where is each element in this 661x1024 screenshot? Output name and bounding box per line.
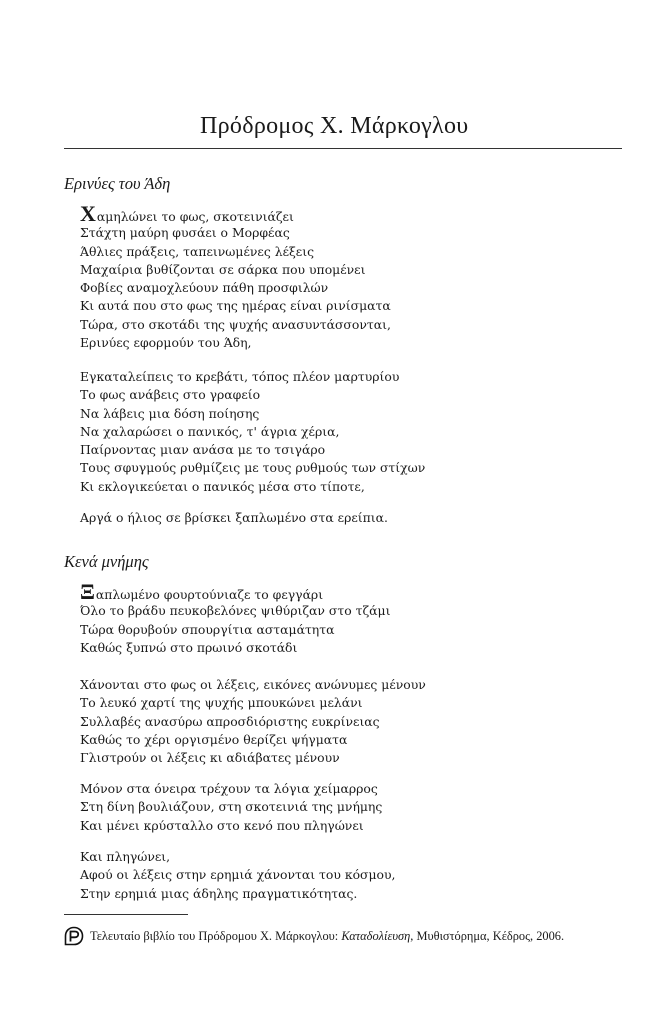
poem-line: Καθώς το χέρι οργισμένο θερίζει ψήγματα xyxy=(80,731,348,747)
footnote-mark-icon xyxy=(64,926,84,946)
poem1-stanza-2 xyxy=(80,368,425,496)
poem-line: Στη δίνη βουλιάζουν, στη σκοτεινιά της μνήμης xyxy=(80,799,383,815)
poem-line: Το φως ανάβεις στο γραφείο xyxy=(80,387,261,403)
footnote xyxy=(64,926,564,946)
line-text: απλωμένο φουρτούνιαζε το φεγγάρι xyxy=(95,587,324,602)
poem-line: Ερινύες εφορμούν του Άδη, xyxy=(80,335,252,351)
poem-line: Και πληγώνει, xyxy=(80,849,171,864)
footnote-text-after: , Μυθιστόρημα, Κέδρος, 2006. xyxy=(410,928,565,943)
line-text: αμηλώνει το φως, σκοτεινιάζει xyxy=(96,209,294,224)
author-heading: Πρόδρομος Χ. Μάρκογλου xyxy=(200,113,469,139)
poem-line: Τώρα, στο σκοτάδι της ψυχής ανασυντάσσονται, xyxy=(80,316,391,332)
poem-line: Κι αυτά που στο φως της ημέρας είναι ρινίσματα xyxy=(80,298,391,314)
footnote-text-before: Τελευταίο βιβλίο του Πρόδρομου Χ. Μάρκογλου: xyxy=(90,928,342,943)
header-rule xyxy=(64,148,622,149)
poem-line: Φοβίες αναμοχλεύουν πάθη προσφιλών xyxy=(80,280,329,296)
poem-line xyxy=(80,579,390,604)
poem-line: Γλιστρούν οι λέξεις κι αδιάβατες μένουν xyxy=(80,750,340,766)
footnote-rule xyxy=(64,914,188,915)
poem-line: Όλο το βράδυ πευκοβελόνες ψιθύριζαν στο τζάμι xyxy=(80,603,391,619)
poem-line xyxy=(80,201,391,226)
poem-line: Παίρνοντας μιαν ανάσα με το τσιγάρο xyxy=(80,442,326,458)
poem-title-kena-mnimis: Κενά μνήμης xyxy=(64,552,149,571)
footnote-book-title: Καταδολίευση xyxy=(341,928,411,943)
poem2-stanza-1 xyxy=(80,579,391,657)
poem-line: Τώρα θορυβούν σπουργίτια ασταμάτητα xyxy=(80,621,335,637)
footnote-text xyxy=(90,929,564,944)
poem-line: Και μένει κρύσταλλο στο κενό που πληγώνει xyxy=(80,817,364,833)
poem-line: Άθλιες πράξεις, ταπεινωμένες λέξεις xyxy=(80,243,315,259)
drop-cap: Ξ xyxy=(80,579,95,604)
poem-line: Να χαλαρώσει ο πανικός, τ' άγρια χέρια, xyxy=(80,423,340,439)
poem-line: Στάχτη μαύρη φυσάει ο Μορφέας xyxy=(80,225,290,241)
drop-cap: Χ xyxy=(80,201,96,226)
poem2-stanza-2 xyxy=(80,676,426,767)
poem2-stanza-4 xyxy=(80,848,395,903)
poem1-stanza-3 xyxy=(80,509,388,527)
poem-line: Το λευκό χαρτί της ψυχής μπουκώνει μελάνι xyxy=(80,695,363,711)
poem-line: Τους σφυγμούς ρυθμίζεις με τους ρυθμούς των στίχων xyxy=(80,460,426,476)
poem-line: Κι εκλογικεύεται ο πανικός μέσα στο τίποτε, xyxy=(80,478,365,494)
poem-line: Αφού οι λέξεις στην ερημιά χάνονται του κόσμου, xyxy=(80,867,396,883)
poem1-stanza-1 xyxy=(80,201,391,352)
poem-line: Χάνονται στο φως οι λέξεις, εικόνες ανώνυμες μένουν xyxy=(80,677,426,692)
poem-line: Συλλαβές ανασύρω απροσδιόριστης ευκρίνειας xyxy=(80,713,380,729)
poem2-stanza-3 xyxy=(80,780,382,835)
poem-line: Καθώς ξυπνώ στο πρωινό σκοτάδι xyxy=(80,639,298,655)
poem-line: Να λάβεις μια δόση ποίησης xyxy=(80,405,260,421)
poem-line: Στην ερημιά μιας άδηλης πραγματικότητας. xyxy=(80,885,358,901)
poem-line: Αργά ο ήλιος σε βρίσκει ξαπλωμένο στα ερείπια. xyxy=(80,510,388,525)
poem-line: Εγκαταλείπεις το κρεβάτι, τόπος πλέον μαρτυρίου xyxy=(80,369,400,384)
poem-line: Μαχαίρια βυθίζονται σε σάρκα που υπομένει xyxy=(80,261,366,277)
poem-title-erinyes: Ερινύες του Άδη xyxy=(64,174,171,193)
poem-line: Μόνον στα όνειρα τρέχουν τα λόγια χείμαρρος xyxy=(80,781,378,796)
